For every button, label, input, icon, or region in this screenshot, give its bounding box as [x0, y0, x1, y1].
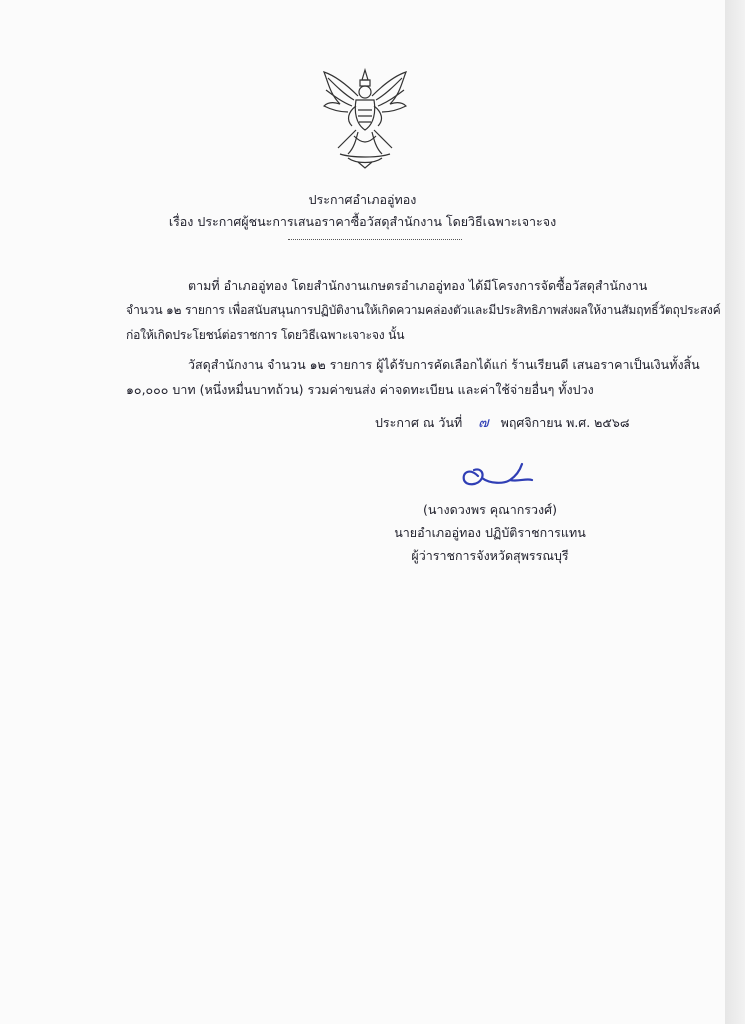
- title-divider: [288, 239, 462, 240]
- signatory-position: นายอำเภออู่ทอง ปฏิบัติราชการแทน: [394, 525, 586, 540]
- signatory-acting-for: ผู้ว่าราชการจังหวัดสุพรรณบุรี: [411, 548, 569, 563]
- garuda-emblem-icon: [318, 66, 412, 170]
- date-month-year: พฤศจิกายน พ.ศ. ๒๕๖๘: [500, 415, 630, 430]
- issuer-title: ประกาศอำเภออู่ทอง: [308, 192, 417, 207]
- date-prefix: ประกาศ ณ วันที่: [375, 415, 463, 430]
- announcement-subject: เรื่อง ประกาศผู้ชนะการเสนอราคาซื้อวัสดุสำนักงาน โดยวิธีเฉพาะเจาะจง: [168, 214, 557, 229]
- paragraph-2-line-1: วัสดุสำนักงาน จำนวน ๑๒ รายการ ผู้ได้รับการคัดเลือกได้แก่ ร้านเรียนดี เสนอราคาเป็นเงินทั้งสิ้น: [188, 357, 700, 372]
- paragraph-1-line-2: จำนวน ๑๒ รายการ เพื่อสนับสนุนการปฏิบัติงานให้เกิดความคล่องตัวและมีประสิทธิภาพส่งผลให้งานสัมฤทธิ์วัตถุประสงค์: [126, 303, 721, 317]
- handwritten-signature: [456, 454, 534, 496]
- scan-edge: [725, 0, 745, 1024]
- paragraph-1-line-3: ก่อให้เกิดประโยชน์ต่อราชการ โดยวิธีเฉพาะเจาะจง นั้น: [126, 328, 405, 342]
- paragraph-1-line-1: ตามที่ อำเภออู่ทอง โดยสำนักงานเกษตรอำเภออู่ทอง ได้มีโครงการจัดซื้อวัสดุสำนักงาน: [188, 278, 648, 293]
- signatory-name: (นางดวงพร คุณากรวงศ์): [423, 502, 557, 517]
- date-day: ๗: [478, 415, 489, 431]
- announcement-date: [375, 412, 629, 434]
- paragraph-2-line-2: ๑๐,๐๐๐ บาท (หนึ่งหมื่นบาทถ้วน) รวมค่าขนส่ง ค่าจดทะเบียน และค่าใช้จ่ายอื่นๆ ทั้งปวง: [126, 382, 594, 397]
